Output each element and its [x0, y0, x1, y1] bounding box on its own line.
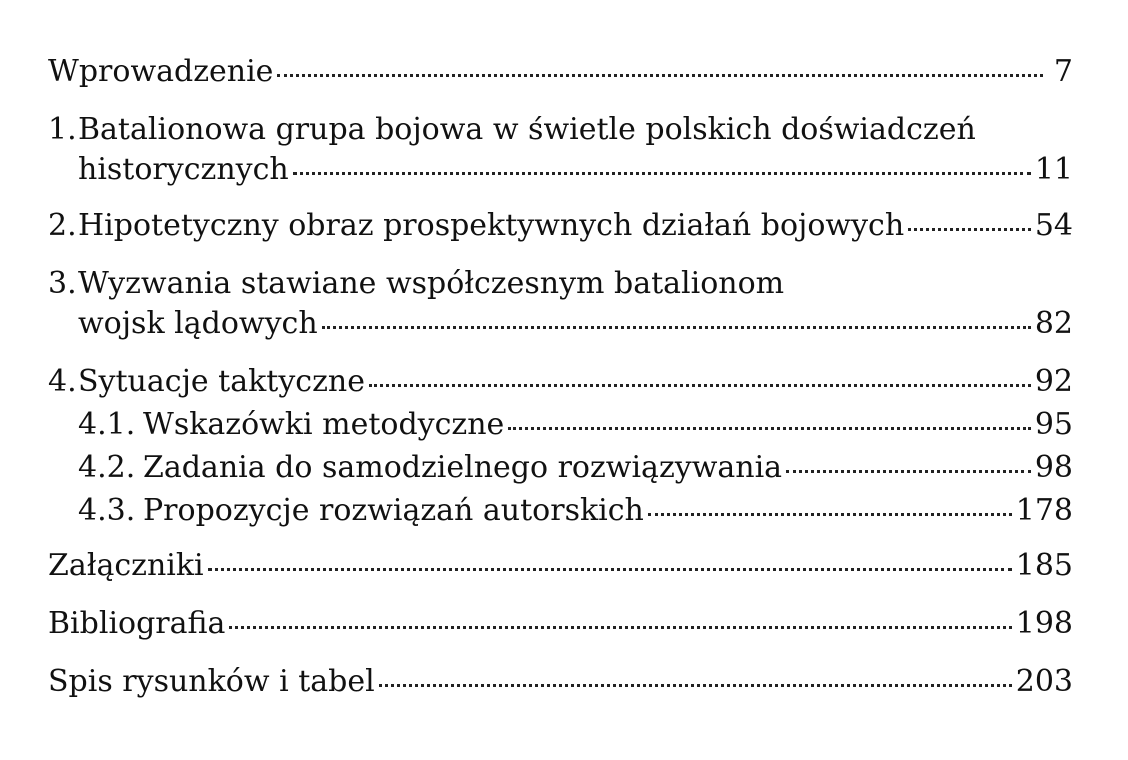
toc-entry-title: Spis rysunków i tabel — [48, 664, 375, 699]
dot-leader — [379, 684, 1012, 687]
toc-entry-chapter-2 — [48, 206, 1073, 246]
toc-chapter-number: 1. — [48, 112, 77, 147]
toc-entry-bibliography — [48, 604, 1073, 644]
dot-leader — [786, 470, 1031, 473]
toc-chapter-number: 3. — [48, 266, 77, 301]
dot-leader — [229, 626, 1011, 629]
toc-entry-chapter-4 — [48, 362, 1073, 531]
toc-subentry-4-3 — [48, 491, 1073, 531]
dot-leader — [508, 427, 1031, 430]
toc-entry-attachments — [48, 546, 1073, 586]
toc-entry-title: Batalionowa grupa bojowa w świetle polskich doświadczeń — [78, 112, 976, 147]
toc-entry-title: Propozycje rozwiązań autorskich — [143, 493, 644, 528]
toc-page-number: 178 — [1015, 493, 1073, 528]
toc-chapter-number: 4. — [48, 364, 77, 399]
toc-entry-title: Zadania do samodzielnego rozwiązywania — [143, 450, 783, 485]
toc-section-number: 4.3. — [78, 493, 136, 528]
toc-entry-title-continued: historycznych — [78, 152, 289, 187]
toc-page-number: 54 — [1034, 208, 1073, 243]
toc-subentry-4-1 — [48, 405, 1073, 445]
toc-subentry-4-2 — [48, 448, 1073, 488]
toc-entry-intro — [48, 52, 1073, 92]
dot-leader — [648, 513, 1012, 516]
toc-page-number: 11 — [1034, 152, 1073, 187]
toc-page-number: 203 — [1015, 664, 1073, 699]
dot-leader — [322, 326, 1031, 329]
toc-page-number: 82 — [1034, 306, 1073, 341]
toc-entry-figures — [48, 662, 1073, 702]
toc-entry-title: Bibliografia — [48, 606, 226, 641]
dot-leader — [908, 228, 1031, 231]
toc-page-number: 95 — [1034, 407, 1073, 442]
toc-entry-title: Wyzwania stawiane współczesnym batalionom — [78, 266, 785, 301]
toc-page-number: 185 — [1015, 548, 1073, 583]
toc-entry-title: Hipotetyczny obraz prospektywnych działań bojowych — [78, 208, 905, 243]
toc-section-number: 4.1. — [78, 407, 136, 442]
toc-section-number: 4.2. — [78, 450, 136, 485]
toc-entry-title: Załączniki — [48, 548, 204, 583]
toc-entry-title: Wskazówki metodyczne — [143, 407, 505, 442]
toc-chapter-number: 2. — [48, 208, 77, 243]
toc-page-number: 98 — [1034, 450, 1073, 485]
dot-leader — [293, 172, 1031, 175]
toc-entry-title: Wprowadzenie — [48, 54, 274, 89]
toc-page-number: 7 — [1053, 54, 1073, 89]
toc-page-number: 92 — [1034, 364, 1073, 399]
dot-leader — [208, 568, 1012, 571]
toc-page-number: 198 — [1015, 606, 1073, 641]
toc-entry-chapter-1 — [48, 110, 1073, 190]
dot-leader — [369, 384, 1031, 387]
toc-entry-title: Sytuacje taktyczne — [78, 364, 365, 399]
dot-leader — [277, 74, 1043, 77]
toc-entry-title-continued: wojsk lądowych — [78, 306, 318, 341]
toc-entry-chapter-3 — [48, 264, 1073, 344]
